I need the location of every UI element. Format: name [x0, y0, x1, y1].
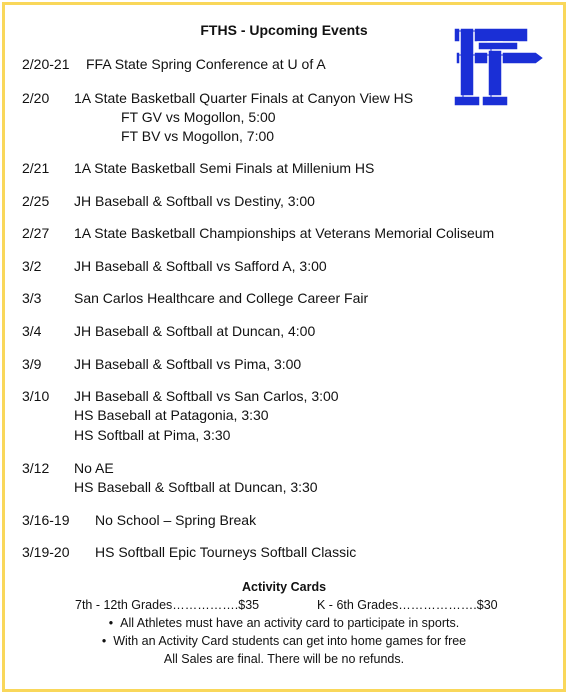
event-subline: FT BV vs Mogollon, 7:00: [121, 128, 275, 144]
event-item: [22, 225, 494, 241]
event-date: 3/3: [22, 290, 42, 306]
event-item: [22, 544, 356, 560]
bullet-icon: •: [108, 616, 121, 630]
event-subline: FT GV vs Mogollon, 5:00: [121, 109, 276, 125]
price-grades-k-6: K - 6th Grades……………….$30: [317, 598, 498, 612]
event-date: 3/16-19: [22, 512, 70, 528]
event-item: [22, 90, 413, 106]
event-text: JH Baseball & Softball vs Pima, 3:00: [74, 356, 302, 372]
event-item: [22, 56, 326, 72]
event-text: JH Baseball & Softball at Duncan, 4:00: [74, 323, 316, 339]
event-subline: HS Baseball at Patagonia, 3:30: [74, 407, 269, 423]
ft-logo-icon: [448, 20, 548, 110]
event-text: JH Baseball & Softball vs Destiny, 3:00: [74, 193, 315, 209]
refund-note: All Sales are final. There will be no refunds.: [163, 652, 405, 666]
event-item: [22, 323, 315, 339]
event-text: San Carlos Healthcare and College Career Fair: [74, 290, 369, 306]
event-text: JH Baseball & Softball vs San Carlos, 3:00: [74, 388, 339, 404]
event-date: 2/20-21: [22, 56, 70, 72]
bullet-text: All Athletes must have an activity card to participate in sports.: [120, 616, 460, 630]
event-date: 3/4: [22, 323, 42, 339]
event-item: [22, 160, 374, 176]
price-grades-7-12: 7th - 12th Grades…………….$35: [75, 598, 260, 612]
event-text: 1A State Basketball Quarter Finals at Canyon View HS: [74, 90, 414, 106]
event-text: JH Baseball & Softball vs Safford A, 3:00: [74, 258, 327, 274]
bullet-item: [0, 616, 568, 630]
event-text: 1A State Basketball Semi Finals at Millenium HS: [74, 160, 375, 176]
activity-cards-title: Activity Cards: [241, 580, 327, 594]
event-date: 3/19-20: [22, 544, 70, 560]
event-item: [22, 460, 114, 476]
event-text: HS Softball Epic Tourneys Softball Classic: [95, 544, 357, 560]
event-text: No AE: [74, 460, 114, 476]
bullet-icon: •: [101, 634, 114, 648]
event-item: [22, 290, 368, 306]
bullet-item: [0, 634, 568, 648]
bullet-text: With an Activity Card students can get into home games for free: [113, 634, 467, 648]
event-date: 2/20: [22, 90, 50, 106]
event-date: 2/27: [22, 225, 50, 241]
event-subline: HS Baseball & Softball at Duncan, 3:30: [74, 479, 318, 495]
page-title: FTHS - Upcoming Events: [200, 22, 368, 38]
event-date: 2/21: [22, 160, 50, 176]
event-text: No School – Spring Break: [95, 512, 257, 528]
event-item: [22, 193, 315, 209]
event-item: [22, 512, 256, 528]
event-text: FFA State Spring Conference at U of A: [86, 56, 326, 72]
event-date: 2/25: [22, 193, 50, 209]
event-subline: HS Softball at Pima, 3:30: [74, 427, 231, 443]
event-date: 3/2: [22, 258, 42, 274]
event-item: [22, 388, 339, 404]
event-date: 3/9: [22, 356, 42, 372]
event-item: [22, 356, 301, 372]
event-date: 3/12: [22, 460, 50, 476]
event-item: [22, 258, 327, 274]
event-date: 3/10: [22, 388, 50, 404]
event-text: 1A State Basketball Championships at Veterans Memorial Coliseum: [74, 225, 495, 241]
